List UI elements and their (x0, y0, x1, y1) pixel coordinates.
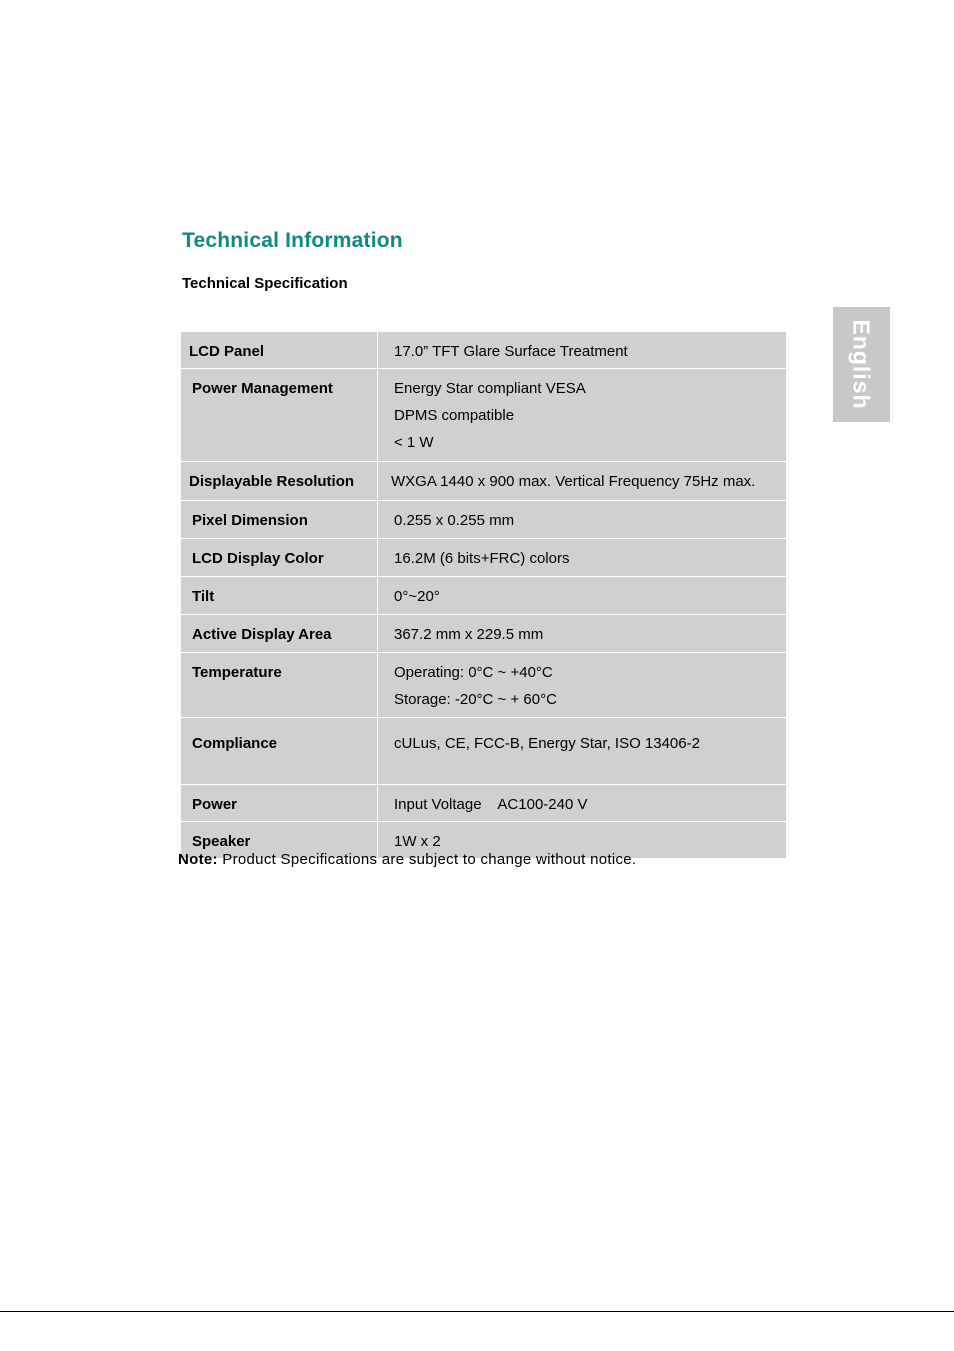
spec-value-line: 367.2 mm x 229.5 mm (394, 626, 544, 643)
spec-value-line: 0°~20° (394, 588, 440, 605)
spec-label: Active Display Area (181, 615, 378, 653)
spec-value-line: Operating: 0°C ~ +40°C (394, 664, 553, 681)
table-row (181, 369, 787, 462)
spec-label: Tilt (181, 577, 378, 615)
spec-label: LCD Panel (181, 332, 378, 369)
page-title: Technical Information (182, 229, 403, 252)
spec-value-line: Storage: -20°C ~ + 60°C (394, 691, 557, 708)
table-row (181, 653, 787, 718)
table-row (181, 718, 787, 785)
table-row (181, 501, 787, 539)
table-row (181, 462, 787, 501)
spec-value (378, 785, 787, 822)
spec-value (378, 577, 787, 615)
spec-value-line: Input Voltage AC100-240 V (394, 796, 588, 813)
spec-value (378, 501, 787, 539)
spec-label: Pixel Dimension (181, 501, 378, 539)
spec-value (378, 462, 787, 501)
section-subtitle: Technical Specification (182, 275, 348, 292)
spec-value (378, 615, 787, 653)
spec-value-line: DPMS compatible (394, 407, 515, 424)
spec-table (180, 331, 787, 859)
spec-label: LCD Display Color (181, 539, 378, 577)
spec-value-line: 1W x 2 (394, 833, 441, 850)
table-row (181, 615, 787, 653)
spec-value (378, 369, 787, 462)
spec-value-line: WXGA 1440 x 900 max. Vertical Frequency 75Hz max. (391, 473, 756, 490)
spec-label: Displayable Resolution (181, 462, 378, 501)
table-row (181, 539, 787, 577)
table-row (181, 785, 787, 822)
spec-value-line: 16.2M (6 bits+FRC) colors (394, 550, 570, 567)
spec-value (378, 653, 787, 718)
spec-label: Power Management (181, 369, 378, 462)
spec-value (378, 332, 787, 369)
spec-value (378, 718, 787, 785)
table-row (181, 332, 787, 369)
spec-value-line: < 1 W (394, 434, 434, 451)
footer-divider (0, 1311, 954, 1312)
spec-value (378, 539, 787, 577)
spec-value-line: cULus, CE, FCC-B, Energy Star, ISO 13406-2 (394, 735, 700, 752)
language-tab (833, 307, 890, 422)
spec-label: Power (181, 785, 378, 822)
spec-label: Temperature (181, 653, 378, 718)
note-label: Note: (178, 851, 218, 868)
table-row (181, 577, 787, 615)
spec-label: Speaker (181, 822, 378, 859)
spec-value-line: 0.255 x 0.255 mm (394, 512, 515, 529)
spec-value-line: 17.0” TFT Glare Surface Treatment (394, 343, 628, 360)
spec-label: Compliance (181, 718, 378, 785)
language-tab-label: English (849, 319, 875, 410)
note-text: Product Specifications are subject to change without notice. (217, 851, 637, 868)
footnote (178, 851, 636, 868)
spec-value-line: Energy Star compliant VESA (394, 380, 586, 397)
